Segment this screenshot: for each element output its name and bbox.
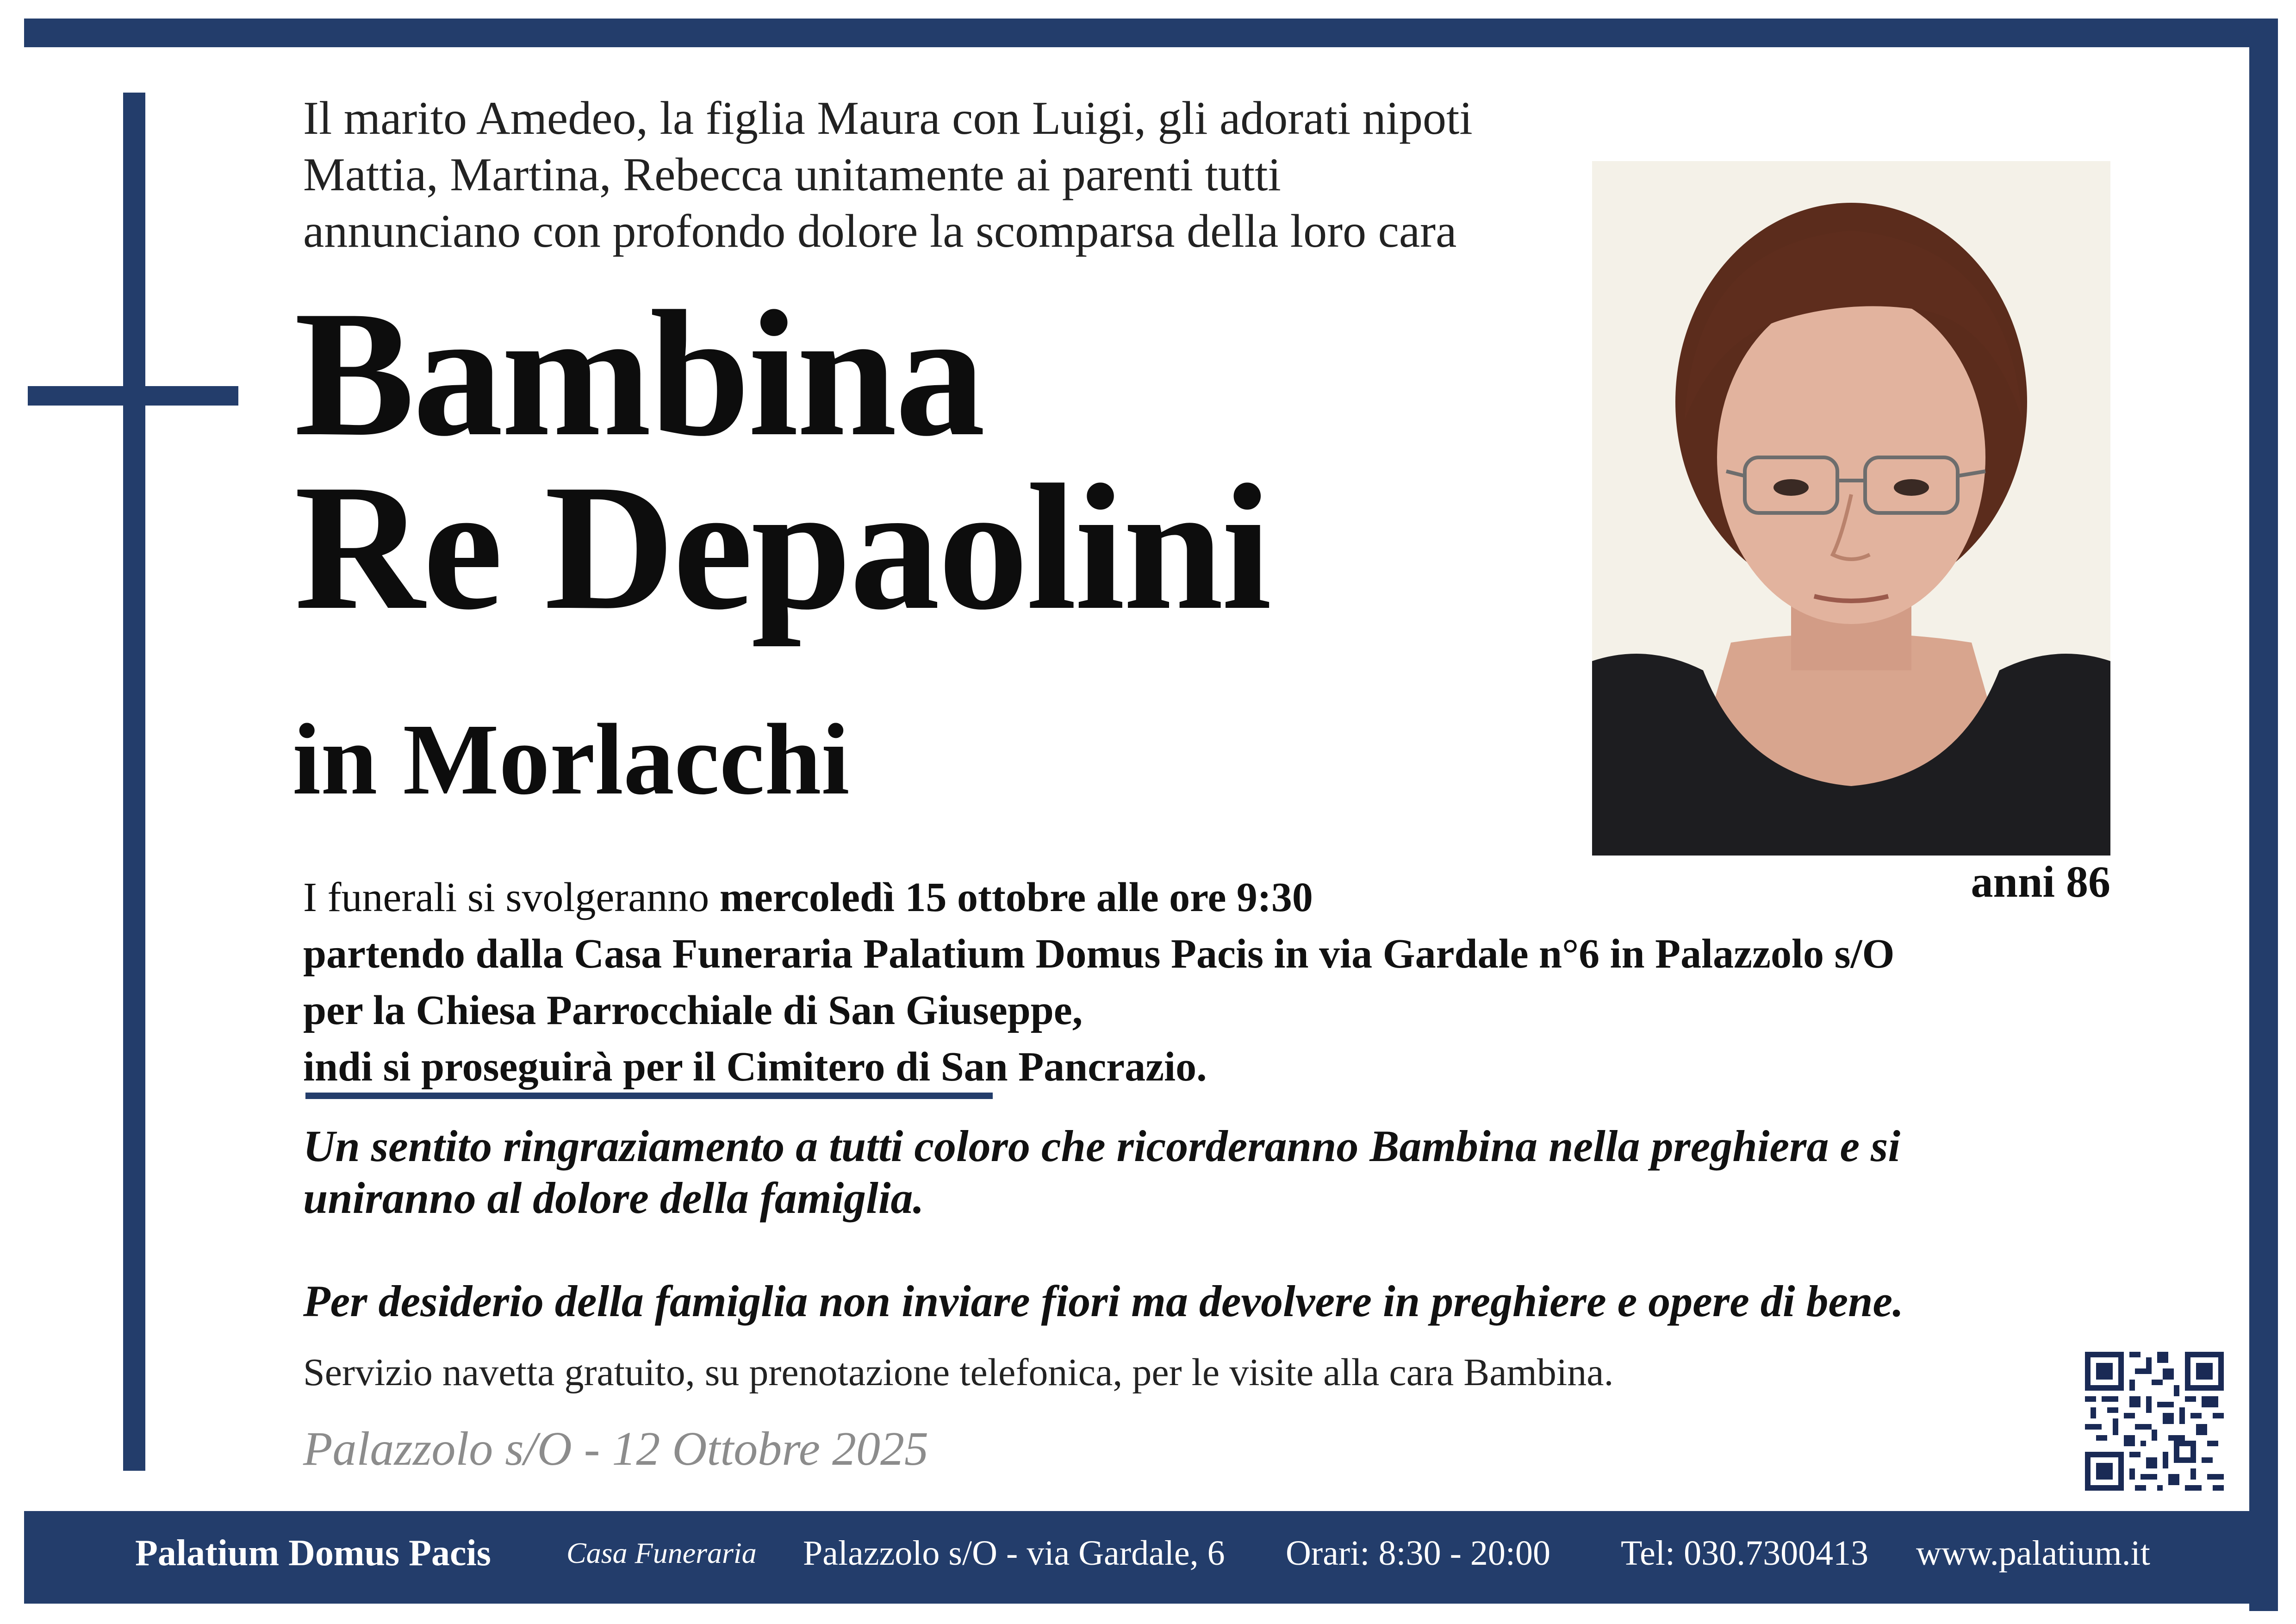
footer-address: Palazzolo s/O - via Gardale, 6 xyxy=(803,1534,1225,1573)
footer-opening-hours: Orari: 8:30 - 20:00 xyxy=(1286,1534,1551,1573)
cross-vertical-bar xyxy=(123,93,145,1471)
funeral-intro: I funerali si svolgeranno xyxy=(303,874,720,920)
portrait-illustration xyxy=(1592,161,2110,856)
deceased-surname: Re Depaolini xyxy=(294,447,1270,647)
funeral-cemetery: indi si proseguirà per il Cimitero di San Pancrazio. xyxy=(303,1044,1207,1090)
funeral-departure: partendo dalla Casa Funeraria Palatium Domus Pacis in via Gardale n°6 in Palazzolo s/O xyxy=(303,931,1895,977)
deceased-age: anni 86 xyxy=(1971,857,2110,906)
thanks-line: Un sentito ringraziamento a tutti coloro che ricorderanno Bambina nella preghiera e si xyxy=(303,1121,1901,1171)
footer-company-subtitle: Casa Funeraria xyxy=(566,1537,757,1569)
intro-line: annunciano con profondo dolore la scomparsa della loro cara xyxy=(303,205,1457,257)
qr-code-icon[interactable] xyxy=(2085,1352,2224,1491)
decorative-underline xyxy=(305,1093,993,1099)
frame-right-border xyxy=(2249,19,2278,1611)
funeral-date-time: mercoledì 15 ottobre alle ore 9:30 xyxy=(719,874,1313,920)
intro-line: Mattia, Martina, Rebecca unitamente ai parenti tutti xyxy=(303,149,1281,201)
funeral-line-1 xyxy=(303,869,2062,926)
footer-phone[interactable]: Tel: 030.7300413 xyxy=(1621,1534,1869,1573)
family-announcement xyxy=(303,90,1599,260)
thanks-line: uniranno al dolore della famiglia. xyxy=(303,1173,924,1223)
place-and-date: Palazzolo s/O - 12 Ottobre 2025 xyxy=(303,1422,929,1475)
deceased-first-name: Bambina xyxy=(294,274,984,474)
deceased-married-name: in Morlacchi xyxy=(292,703,850,816)
footer-website-link[interactable]: www.palatium.it xyxy=(1916,1534,2150,1573)
deceased-portrait-photo xyxy=(1592,161,2110,856)
deceased-name xyxy=(294,274,1636,647)
thanks-message xyxy=(303,1120,2062,1224)
flowers-note: Per desiderio della famiglia non inviare fiori ma devolvere in preghiere e opere di bene. xyxy=(303,1276,1904,1326)
funeral-church: per la Chiesa Parrocchiale di San Giuseppe, xyxy=(303,987,1083,1033)
shuttle-service-note: Servizio navetta gratuito, su prenotazione telefonica, per le visite alla cara Bambina. xyxy=(303,1351,1614,1394)
intro-line: Il marito Amedeo, la figlia Maura con Luigi, gli adorati nipoti xyxy=(303,92,1473,144)
funeral-details xyxy=(303,869,2062,1095)
frame-top-border xyxy=(24,19,2278,47)
cross-horizontal-bar xyxy=(28,386,238,406)
footer-company-name: Palatium Domus Pacis xyxy=(135,1533,491,1574)
